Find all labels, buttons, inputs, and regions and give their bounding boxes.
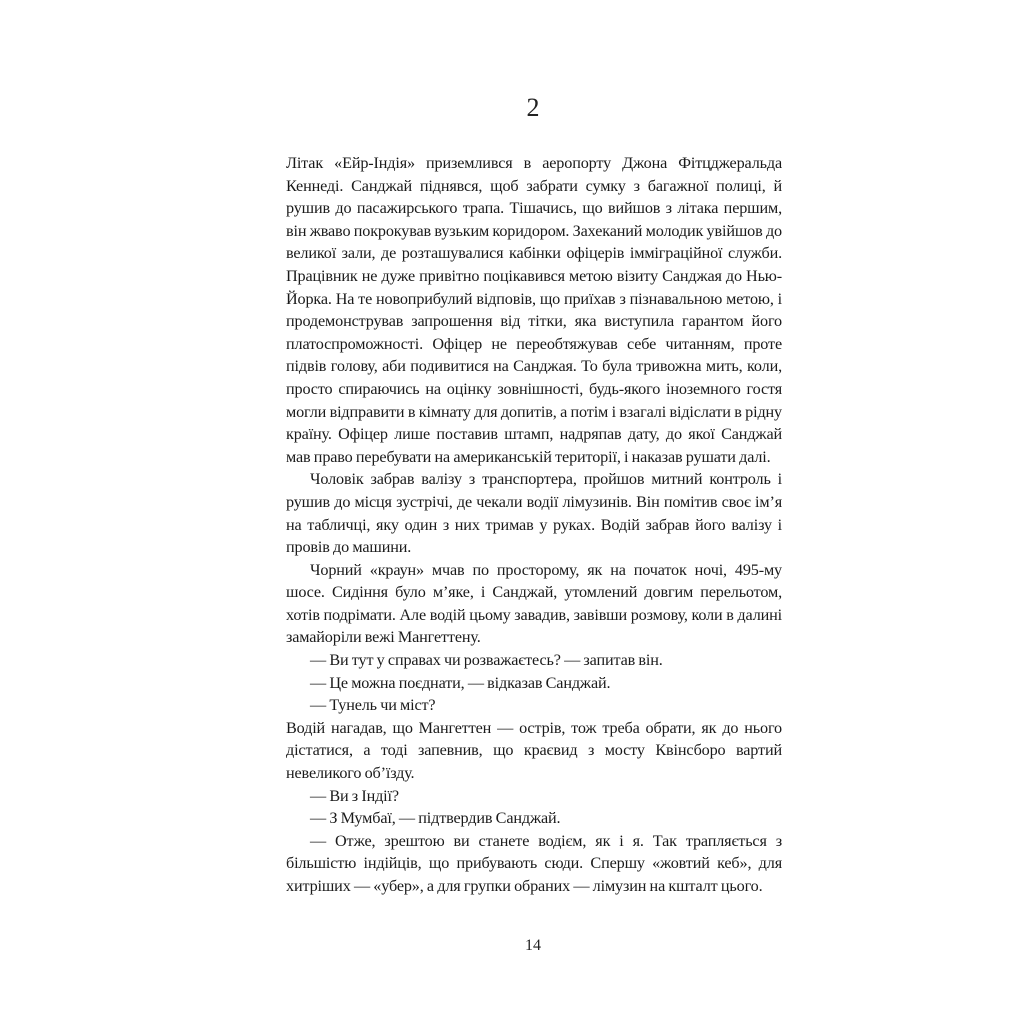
dialogue-line: — Це можна поєднати, — відказав Санджай. (310, 673, 611, 692)
paragraph: Чорний «краун» мчав по просторому, як на початок ночі, 495-му шосе. Сидіння було м’яке, і Санджай, утомлений довгим перельотом, хотів подрімати. Але водій цьому завадив, завівши розмову, коли в далині замайоріли вежі Мангеттену. (286, 560, 782, 647)
dialogue-line: — З Мумбаї, — підтвердив Санджай. (310, 809, 561, 828)
page-number: 14 (525, 937, 541, 954)
dialogue-line: — Отже, зрештою ви станете водієм, як і я. Так трапляється з більшістю індійців, що прибувають сюди. Спершу «жовтий кеб», для хитріших — «убер», а для групки обраних — лімузин на кшталт цього. (286, 831, 782, 895)
body-text (286, 152, 782, 898)
paragraph: Літак «Ейр-Індія» приземлився в аеропорту Джона Фітцджеральда Кеннеді. Санджай піднявся, щоб забрати сумку з багажної полиці, й рушив до пасажирського трапа. Тішачись, що вийшов з літака першим, він жваво покрокував вузьким коридором. Захеканий молодик увійшов до великої зали, де розташувалися кабінки офіцерів імміграційної служби. Працівник не дуже привітно поцікавився метою візиту Санджая до Нью-Йорка. На те новоприбулий відповів, що приїхав з пізнавальною метою, і продемонстрував запрошення від тітки, яка виступила гарантом його платоспроможності. Офіцер не переобтяжував себе читанням, проте підвів голову, аби подивитися на Санджая. То була тривожна мить, коли, просто спираючись на оцінку зовнішності, будь-якого іноземного гостя могли відправити в кімнату для допитів, а потім і взагалі відіслати в рідну країну. Офіцер лише поставив штамп, надряпав дату, до якої Санджай мав право перебувати на американській території, і наказав рушати далі. (286, 154, 782, 466)
dialogue-line: — Ви з Індії? (310, 786, 399, 805)
dialogue-line: — Ви тут у справах чи розважаєтесь? — запитав він. (310, 651, 663, 670)
dialogue-line: — Тунель чи міст? (310, 696, 436, 715)
paragraph: Чоловік забрав валізу з транспортера, пройшов митний контроль і рушив до місця зустрічі, де чекали водії лімузинів. Він помітив своє ім’я на табличці, яку один з них тримав у руках. Водій забрав його валізу і провів до машини. (286, 470, 782, 557)
chapter-number: 2 (526, 93, 540, 122)
paragraph: Водій нагадав, що Мангеттен — острів, тож треба обрати, як до нього дістатися, а тоді запевнив, що краєвид з мосту Квінсборо вартий невеликого об’їзду. (286, 718, 782, 783)
